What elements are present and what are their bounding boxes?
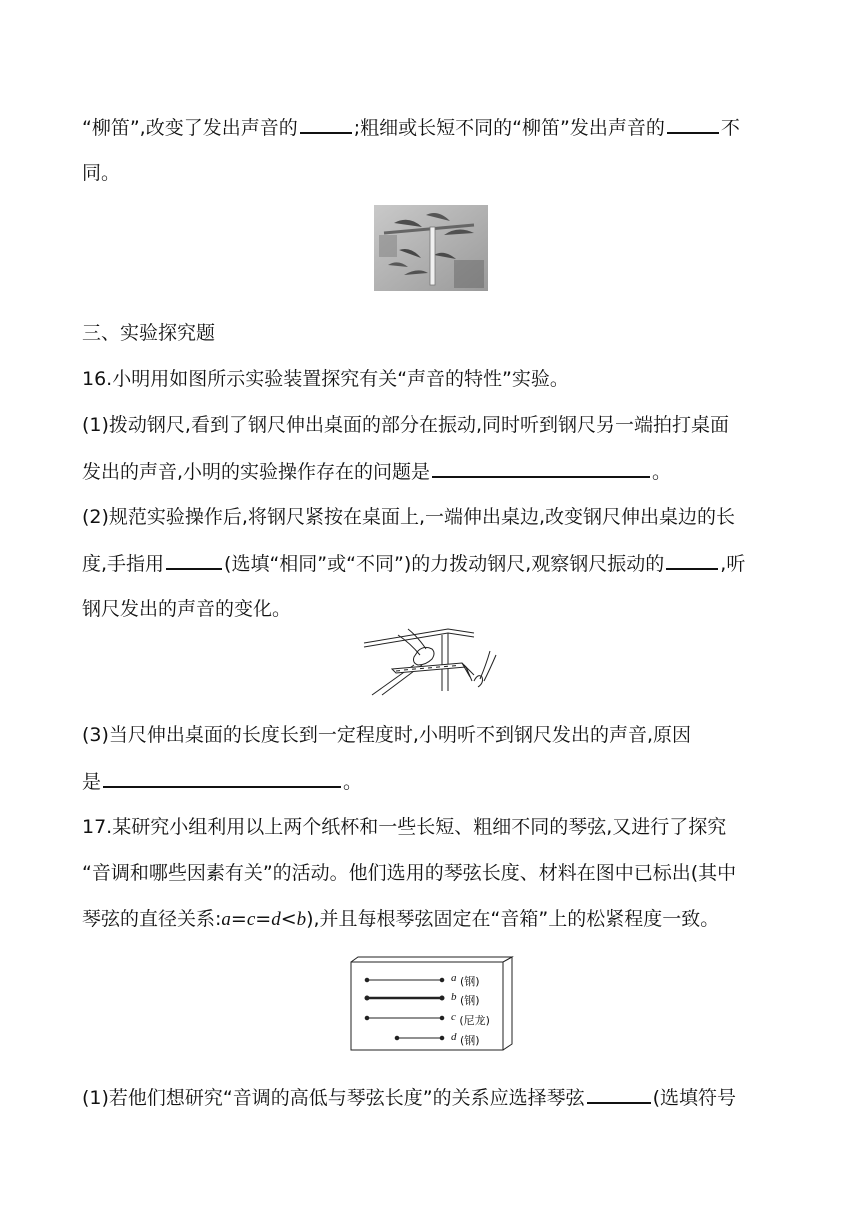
q16-part2-text-a: 度,手指用 [82,553,165,575]
ruler-table-figure [362,625,498,697]
string-label-a: a (钢) [451,972,480,988]
q15-line-1 [82,114,740,141]
q16-part3-end: 。 [343,771,363,793]
q16-part1-line1: (1)拨动钢尺,看到了钢尺伸出桌面的部分在振动,同时听到钢尺另一端拍打桌面 [82,414,729,436]
q17-part1-blank[interactable] [587,1084,651,1104]
q16-part1-end: 。 [652,461,672,483]
q16-part2-blank-1[interactable] [166,550,222,570]
q16-part2-text-b: (选填“相同”或“不同”)的力拨动钢尺,观察钢尺振动的 [224,553,665,575]
var-c: c [246,909,256,930]
var-a: a [221,909,231,930]
q16-part3-line2 [82,768,362,795]
string-label-d: d (钢) [451,1031,480,1047]
q16-part1-blank[interactable] [432,458,650,478]
q17-line-2: “音调和哪些因素有关”的活动。他们选用的琴弦长度、材料在图中已标出(其中 [82,862,737,884]
q16-part3-blank[interactable] [103,768,341,788]
q15-text-3: 不 [720,117,740,139]
string-label-b: b (钢) [451,991,480,1007]
q16-part1-line2 [82,458,671,485]
q17-part1-text: (1)若他们想研究“音调的高低与琴弦长度”的关系应选择琴弦 [82,1087,585,1109]
q15-text-2: ;粗细或长短不同的“柳笛”发出声音的 [353,117,665,139]
q16-part2-text-c: ,听 [720,553,746,575]
strings-box-figure [350,956,514,1052]
willow-flute-photo [374,205,488,291]
q17-part1-rest: (选填符号 [652,1087,737,1109]
less-than: < [280,908,297,930]
q16-part1-text: 发出的声音,小明的实验操作存在的问题是 [82,461,431,483]
var-d: d [271,909,281,930]
eq-2: = [255,908,272,930]
q15-line-2: 同。 [82,162,121,184]
q15-blank-1[interactable] [300,114,352,134]
q16-part2-line2 [82,550,745,577]
var-b: b [296,909,307,930]
q16-part2-blank-2[interactable] [666,550,718,570]
q16-part2-line1: (2)规范实验操作后,将钢尺紧按在桌面上,一端伸出桌边,改变钢尺伸出桌边的长 [82,506,736,528]
q17-diameter-label: 琴弦的直径关系: [82,908,222,930]
string-label-c: c (尼龙) [451,1011,490,1027]
q16-part3-line1: (3)当尺伸出桌面的长度长到一定程度时,小明听不到钢尺发出的声音,原因 [82,724,691,746]
q15-text-1: “柳笛”,改变了发出声音的 [82,117,298,139]
q16-part2-line3: 钢尺发出的声音的变化。 [82,598,292,620]
q17-part1-line1 [82,1084,736,1111]
q16-stem: 16.小明用如图所示实验装置探究有关“声音的特性”实验。 [82,368,569,390]
section-heading: 三、实验探究题 [82,322,216,344]
q17-line-3 [82,906,719,933]
eq-1: = [230,908,247,930]
q16-part3-text: 是 [82,771,102,793]
q17-line-1: 17.某研究小组利用以上两个纸杯和一些长短、粗细不同的琴弦,又进行了探究 [82,816,727,838]
q15-blank-2[interactable] [667,114,719,134]
q17-line3-rest: ),并且每根琴弦固定在“音箱”上的松紧程度一致。 [306,908,720,930]
